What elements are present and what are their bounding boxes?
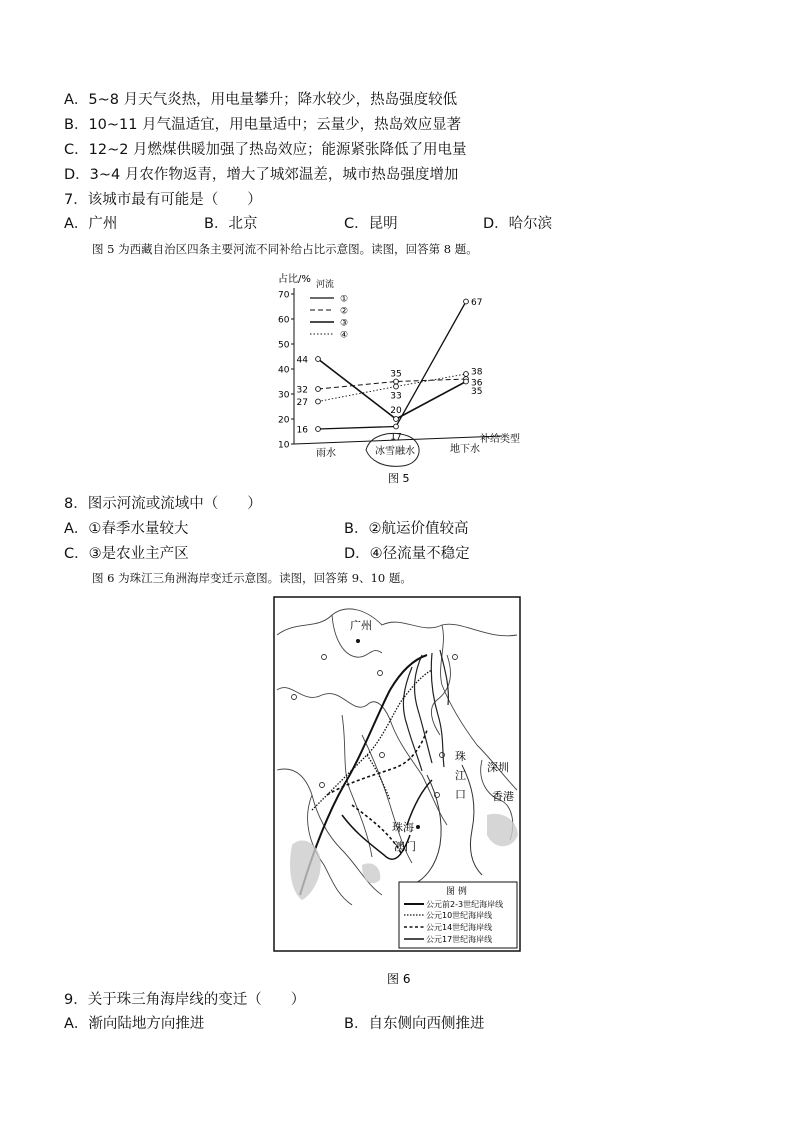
chart-series-line-2 <box>318 379 466 389</box>
legend-item-4: 公元17世纪海岸线 <box>426 935 493 944</box>
q6-option-d: D．3~4 月农作物返青，增大了城郊温差，城市热岛强度增加 <box>64 167 459 183</box>
chart-point <box>394 384 399 389</box>
q9-option-b: B．自东侧向西侧推进 <box>344 1016 485 1032</box>
chart-ytick-label: 10 <box>278 440 290 451</box>
chart-data-label: 35 <box>390 369 402 380</box>
map-legend <box>399 882 517 948</box>
chart-ytick-label: 30 <box>278 390 290 401</box>
chart-legend-label-2: ② <box>340 306 349 317</box>
chart-legend-label-3: ③ <box>340 318 349 329</box>
chart-xtick-melt: 冰雪融水 <box>375 446 415 457</box>
chart-legend-label-1: ① <box>340 294 349 305</box>
chart-title: 图 5 <box>388 472 410 485</box>
q7-option-a: A．广州 <box>64 216 118 232</box>
chart-ytick-label: 50 <box>278 340 290 351</box>
chart-data-label: 32 <box>296 385 308 396</box>
q7-option-c: C．昆明 <box>344 216 398 232</box>
q8-option-a: A．①春季水量较大 <box>64 521 189 537</box>
q7-option-d: D．哈尔滨 <box>483 216 553 232</box>
q6-option-b: B．10~11 月气温适宜，用电量适中；云量少，热岛效应显著 <box>64 117 462 133</box>
chart-legend <box>310 295 348 341</box>
q8-option-d: D．④径流量不稳定 <box>344 546 470 562</box>
q6-option-c: C．12~2 月燃煤供暖加强了热岛效应；能源紧张降低了用电量 <box>64 142 467 158</box>
figure6-map <box>272 595 522 989</box>
chart-ytick-label: 60 <box>278 315 290 326</box>
chart-legend-label-4: ④ <box>340 330 349 341</box>
figure5-chart <box>270 260 530 490</box>
place-jiang: 江 <box>455 769 466 782</box>
place-zhu: 珠 <box>455 750 466 763</box>
chart-ytick-label: 20 <box>278 415 290 426</box>
chart-ylabel: 占比/% <box>278 274 311 285</box>
chart-point <box>316 357 321 362</box>
chart-point <box>316 399 321 404</box>
place-guangzhou: 广州 <box>350 619 372 632</box>
chart-point <box>394 424 399 429</box>
chart-xtick-rain: 雨水 <box>316 448 336 459</box>
chart-data-label: 33 <box>390 391 402 402</box>
chart-data-label: 36 <box>471 378 483 389</box>
zhuhai-marker <box>416 825 420 829</box>
q8-option-b: B．②航运价值较高 <box>344 521 469 537</box>
chart-data-label: 16 <box>296 425 308 436</box>
chart-point <box>464 299 469 304</box>
chart-data-label: 20 <box>390 406 402 416</box>
chart-legend-title: 河流 <box>316 280 335 290</box>
chart-ytick-label: 70 <box>278 290 290 301</box>
guangzhou-marker <box>356 639 360 643</box>
chart-point <box>394 417 399 422</box>
chart-point-labels <box>297 298 483 443</box>
legend-item-3: 公元14世纪海岸线 <box>426 923 493 932</box>
place-zhuhai: 珠海 <box>392 821 414 834</box>
q9-option-a: A．渐向陆地方向推进 <box>64 1016 205 1032</box>
place-shenzhen: 深圳 <box>487 761 509 774</box>
place-kou: 口 <box>455 788 466 801</box>
chart-point <box>316 387 321 392</box>
chart-yticks <box>278 291 294 451</box>
chart-data-label: 44 <box>296 355 308 366</box>
legend-title: 图 例 <box>446 887 467 897</box>
chart-ytick-label: 40 <box>278 365 290 376</box>
map-title: 图 6 <box>387 972 411 986</box>
chart-point <box>464 379 469 384</box>
chart-data-label: 38 <box>471 367 483 378</box>
chart-point <box>464 372 469 377</box>
chart-data-label: 17 <box>390 432 402 443</box>
chart-data-label: 67 <box>471 298 483 308</box>
legend-item-2: 公元10世纪海岸线 <box>426 911 493 920</box>
q6-option-a: A．5~8 月天气炎热，用电量攀升；降水较少，热岛强度较低 <box>64 92 458 108</box>
chart-data-label: 35 <box>471 387 483 397</box>
legend-item-1: 公元前2-3世纪海岸线 <box>426 900 504 909</box>
chart-data-label: 27 <box>296 398 308 408</box>
q8-option-c: C．③是农业主产区 <box>64 546 189 562</box>
q7-stem: 7．该城市最有可能是（ ） <box>64 192 262 208</box>
q9-stem: 9．关于珠三角海岸线的变迁（ ） <box>64 992 306 1008</box>
q8-stem: 8．图示河流或流域中（ ） <box>64 496 262 512</box>
figure6-caption: 图 6 为珠江三角洲海岸变迁示意图。读图，回答第 9、10 题。 <box>92 571 412 585</box>
place-aomen: 澳门 <box>394 840 416 853</box>
chart-xlabel: 补给类型 <box>480 434 520 445</box>
chart-point <box>394 379 399 384</box>
place-hongkong: 香港 <box>492 790 514 803</box>
chart-point <box>316 427 321 432</box>
chart-xtick-ground: 地下水 <box>450 444 480 455</box>
figure5-caption: 图 5 为西藏自治区四条主要河流不同补给占比示意图。读图，回答第 8 题。 <box>92 242 478 256</box>
q7-option-b: B．北京 <box>204 216 258 232</box>
